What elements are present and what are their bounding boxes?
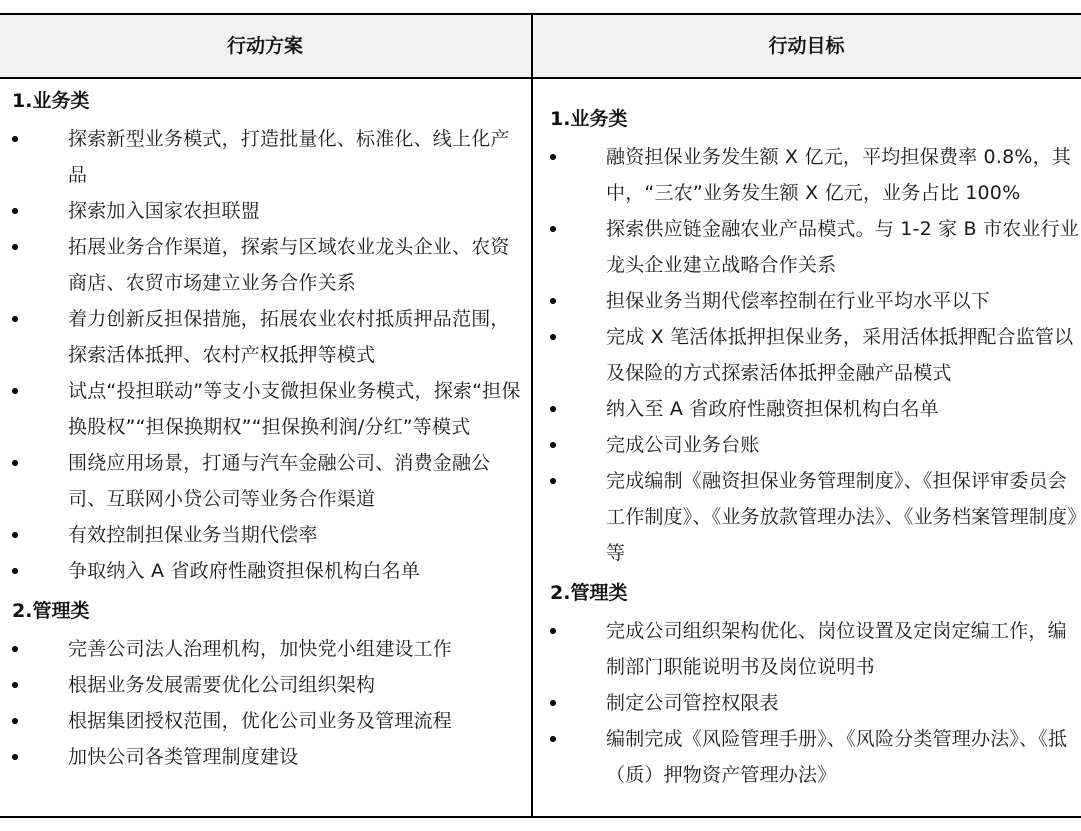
- list-item: 编制完成《风险管理手册》、《风险分类管理办法》、《抵（质）押物资产管理办法》: [550, 721, 1080, 793]
- section-heading-management: 2.管理类: [550, 582, 628, 604]
- list-item: 试点“投担联动”等支小支微担保业务模式，探索“担保换股权”“担保换期权”“担保换利润/分红”等模式: [12, 373, 524, 445]
- list-item: 根据集团授权范围，优化公司业务及管理流程: [12, 703, 524, 739]
- business-plan-list: [12, 121, 524, 589]
- header-action-plan: 行动方案: [226, 35, 303, 57]
- bullet-icon: [12, 568, 18, 574]
- list-item: 着力创新反担保措施，拓展农业农村抵质押品范围，探索活体抵押、农村产权抵押等模式: [12, 301, 524, 373]
- business-goal-list: [550, 139, 1080, 571]
- column-divider: [531, 15, 533, 816]
- list-item: 围绕应用场景，打通与汽车金融公司、消费金融公司、互联网小贷公司等业务合作渠道: [12, 445, 524, 517]
- list-item: 完成公司业务台账: [550, 427, 1080, 463]
- section-heading-management: 2.管理类: [12, 600, 90, 622]
- list-item: 完成编制《融资担保业务管理制度》、《担保评审委员会工作制度》、《业务放款管理办法》、《业务档案管理制度》等: [550, 463, 1080, 571]
- bullet-icon: [550, 334, 556, 340]
- bullet-icon: [550, 226, 556, 232]
- section-heading-business: 1.业务类: [12, 90, 90, 112]
- bullet-icon: [12, 136, 18, 142]
- bullet-icon: [12, 208, 18, 214]
- bullet-icon: [550, 154, 556, 160]
- action-plan-cell: [12, 79, 524, 775]
- header-action-goal: 行动目标: [768, 35, 845, 57]
- section-heading-business: 1.业务类: [550, 108, 628, 130]
- list-item: 探索新型业务模式，打造批量化、标准化、线上化产品: [12, 121, 524, 193]
- bullet-icon: [550, 442, 556, 448]
- action-goal-cell: [550, 79, 1080, 793]
- list-item: 有效控制担保业务当期代偿率: [12, 517, 524, 553]
- bullet-icon: [12, 316, 18, 322]
- list-item: 纳入至 A 省政府性融资担保机构白名单: [550, 391, 1080, 427]
- list-item: 完善公司法人治理机构，加快党小组建设工作: [12, 631, 524, 667]
- bullet-icon: [12, 718, 18, 724]
- bullet-icon: [550, 406, 556, 412]
- list-item: 探索供应链金融农业产品模式。与 1-2 家 B 市农业行业龙头企业建立战略合作关系: [550, 211, 1080, 283]
- list-item: 完成公司组织架构优化、岗位设置及定岗定编工作，编制部门职能说明书及岗位说明书: [550, 613, 1080, 685]
- list-item: 争取纳入 A 省政府性融资担保机构白名单: [12, 553, 524, 589]
- bullet-icon: [12, 646, 18, 652]
- list-item: 完成 X 笔活体抵押担保业务，采用活体抵押配合监管以及保险的方式探索活体抵押金融产品模式: [550, 319, 1080, 391]
- list-item: 拓展业务合作渠道，探索与区域农业龙头企业、农资商店、农贸市场建立业务合作关系: [12, 229, 524, 301]
- management-plan-list: [12, 631, 524, 775]
- bullet-icon: [550, 298, 556, 304]
- list-item: 探索加入国家农担联盟: [12, 193, 524, 229]
- list-item: 根据业务发展需要优化公司组织架构: [12, 667, 524, 703]
- bullet-icon: [550, 700, 556, 706]
- bullet-icon: [12, 682, 18, 688]
- list-item: 融资担保业务发生额 X 亿元，平均担保费率 0.8%，其中，“三农”业务发生额 X 亿元，业务占比 100%: [550, 139, 1080, 211]
- bullet-icon: [12, 532, 18, 538]
- bullet-icon: [550, 478, 556, 484]
- management-goal-list: [550, 613, 1080, 793]
- bullet-icon: [12, 754, 18, 760]
- bullet-icon: [550, 628, 556, 634]
- list-item: 制定公司管控权限表: [550, 685, 1080, 721]
- bullet-icon: [12, 460, 18, 466]
- bullet-icon: [550, 736, 556, 742]
- list-item: 加快公司各类管理制度建设: [12, 739, 524, 775]
- list-item: 担保业务当期代偿率控制在行业平均水平以下: [550, 283, 1080, 319]
- action-plan-table: [0, 13, 1081, 818]
- table-header-row: [0, 15, 1081, 79]
- bullet-icon: [12, 244, 18, 250]
- bullet-icon: [12, 388, 18, 394]
